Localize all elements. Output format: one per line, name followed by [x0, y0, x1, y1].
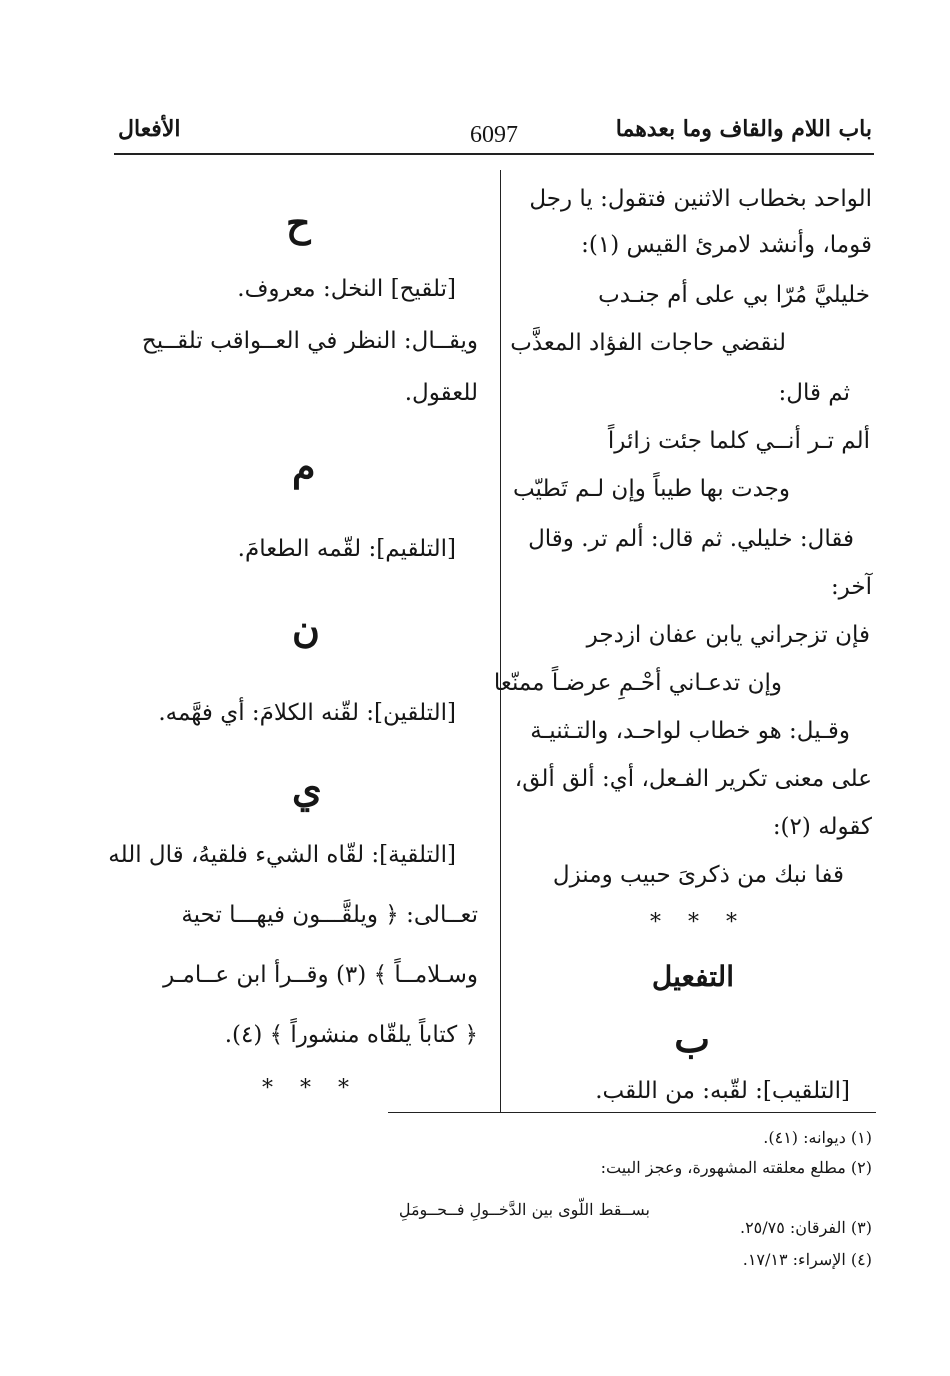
footnote-1: (١) ديوانه: (٤١).: [763, 1128, 872, 1147]
page-number: 6097: [470, 122, 518, 148]
right-line-12: وقـيل: هو خطاب لواحـد، والتـثنيـة: [530, 718, 850, 744]
entry-talqiya-2: تعــالى: ﴿ ويلقَّـــون فيهـــا تحية: [181, 902, 478, 928]
separator-stars-right: * * *: [650, 910, 747, 935]
section-heading-tafil: التفعيل: [651, 960, 734, 993]
right-line-5: ثم قال:: [778, 380, 850, 406]
entry-talqin: [التلقين]: لقّنه الكلامَ: أي فهَّمه.: [158, 700, 456, 726]
entry-talqiya-3: وسـلامــاً ﴾ (٣) وقــرأ ابن عــامـر: [163, 962, 478, 988]
right-line-8: فقال: خليلي. ثم قال: ألم تر. وقال: [528, 526, 854, 552]
column-divider: [500, 170, 501, 1113]
entry-talqiya-1: [التلقية]: لقّاه الشيء فلقيهُ، قال الله: [108, 842, 456, 868]
footnote-rule: [388, 1112, 876, 1113]
separator-stars-left: * * *: [262, 1076, 359, 1101]
entry-talqih-3: للعقول.: [404, 380, 478, 406]
footnote-4: (٤) الإسراء: ١٧/١٣.: [742, 1250, 872, 1269]
entry-talqiya-4: ﴿ كتاباً يلقّاه منشوراً ﴾ (٤).: [224, 1022, 478, 1048]
letter-heading-ba: ب: [674, 1016, 710, 1061]
entry-talqim: [التلقيم]: لقّمه الطعامَ.: [237, 536, 456, 562]
header-rule: [114, 153, 874, 155]
entry-talqih-2: ويقــال: النظر في العــواقب تلقــيح: [141, 328, 478, 354]
entry-talqib: [التلقيب]: لقّبه: من اللقب.: [595, 1078, 850, 1104]
letter-heading-ha: ح: [286, 200, 311, 245]
verse-line-4: وجدت بها طيباً وإن لـم تَطيّب: [512, 476, 790, 502]
letter-heading-nun: ن: [292, 606, 320, 651]
letter-heading-ya: ي: [292, 766, 322, 811]
chapter-title: باب اللام والقاف وما بعدهما: [615, 116, 872, 142]
verse-line-1: خليليَّ مُرّا بي على أم جنـدب: [598, 282, 870, 308]
verse-line-6: وإن تدعـاني أحْـمِ عرضـاً ممنّعا: [493, 670, 782, 696]
right-line-1: الواحد بخطاب الاثنين فتقول: يا رجل: [529, 186, 872, 212]
right-line-9: آخر:: [830, 574, 872, 600]
entry-talqih-1: [تلقيح] النخل: معروف.: [237, 276, 456, 302]
verse-line-3: ألم تـر أنــي كلما جئت زائراً: [607, 428, 870, 454]
verse-line-5: فإن تزجراني يابن عفان ازدجر: [586, 622, 870, 648]
letter-heading-mim: م: [292, 444, 316, 489]
verse-line-2: لنقضي حاجات الفؤاد المعذَّب: [510, 330, 786, 356]
section-title: الأفعال: [118, 116, 181, 142]
footnote-3: (٣) الفرقان: ٢٥/٧٥.: [739, 1218, 872, 1237]
footnote-2: (٢) مطلع معلقته المشهورة، وعجز البيت:: [600, 1158, 872, 1177]
footnote-2-verse: بســقط اللّوى بين الدَّخــولِ فــحــومَلِ: [398, 1200, 650, 1219]
right-line-13: على معنى تكرير الفـعل، أي: ألق ألق،: [514, 766, 872, 792]
verse-line-7: قفا نبك من ذكرىَ حبيب ومنزل: [552, 862, 844, 888]
right-line-14: كقوله (٢):: [772, 814, 872, 840]
right-line-2: قوما، وأنشد لامرئ القيس (١):: [581, 232, 872, 258]
